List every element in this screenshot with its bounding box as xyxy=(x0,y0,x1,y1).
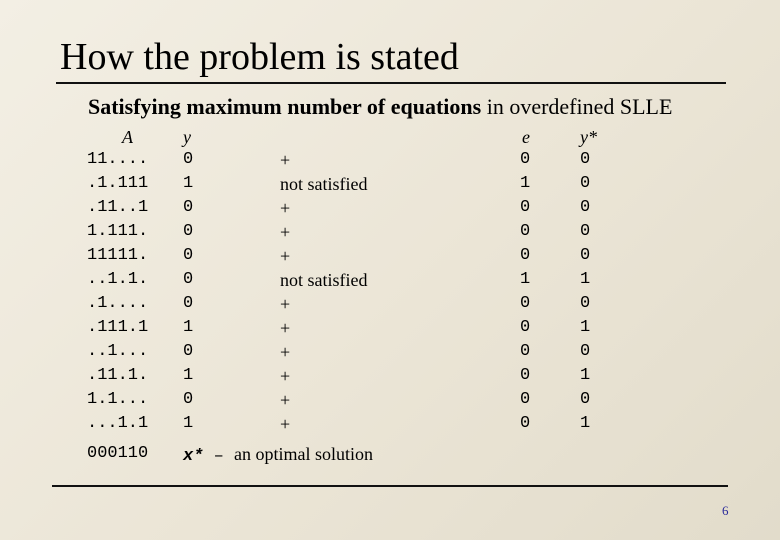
cell-status: + xyxy=(280,198,291,218)
cell-e: 0 xyxy=(520,342,531,361)
cell-status: + xyxy=(280,222,291,242)
cell-y: 1 xyxy=(183,366,194,385)
cell-ystar: 1 xyxy=(580,366,591,385)
table-row xyxy=(0,220,780,244)
cell-A: .1.... xyxy=(87,294,149,313)
cell-status: + xyxy=(280,294,291,314)
table-row xyxy=(0,388,780,412)
bottom-rule xyxy=(52,485,728,487)
page-number: 6 xyxy=(722,503,729,518)
cell-A: 1.1... xyxy=(87,390,149,409)
cell-A: .111.1 xyxy=(87,318,149,337)
cell-ystar: 1 xyxy=(580,270,591,289)
cell-ystar: 0 xyxy=(580,150,591,169)
cell-status: + xyxy=(280,342,291,362)
header-A: A xyxy=(122,127,133,147)
cell-ystar: 0 xyxy=(580,174,591,193)
solution-row xyxy=(0,442,780,466)
cell-A: 1.111. xyxy=(87,222,149,241)
cell-ystar: 0 xyxy=(580,198,591,217)
cell-ystar: 0 xyxy=(580,222,591,241)
table-row xyxy=(0,196,780,220)
solution-text: an optimal solution xyxy=(234,444,374,464)
slide-title: How the problem is stated xyxy=(60,36,459,78)
cell-e: 0 xyxy=(520,390,531,409)
cell-A: ..1... xyxy=(87,342,149,361)
cell-y: 0 xyxy=(183,198,194,217)
cell-e: 1 xyxy=(520,270,531,289)
cell-y: 0 xyxy=(183,150,194,169)
cell-e: 0 xyxy=(520,318,531,337)
subtitle-bold: Satisfying maximum number of equations xyxy=(88,94,482,119)
cell-A: 11.... xyxy=(87,150,149,169)
table-row xyxy=(0,148,780,172)
cell-status: + xyxy=(280,150,291,170)
cell-e: 0 xyxy=(520,246,531,265)
solution-vector: 000110 xyxy=(87,444,149,463)
table-row xyxy=(0,316,780,340)
cell-y: 0 xyxy=(183,342,194,361)
cell-status: + xyxy=(280,366,291,386)
cell-status: + xyxy=(280,390,291,410)
cell-y: 0 xyxy=(183,294,194,313)
cell-ystar: 1 xyxy=(580,318,591,337)
cell-A: .11.1. xyxy=(87,366,149,385)
cell-status: + xyxy=(280,414,291,434)
cell-status: + xyxy=(280,246,291,266)
cell-e: 0 xyxy=(520,222,531,241)
equation-table xyxy=(0,148,780,436)
cell-status: + xyxy=(280,318,291,338)
table-row xyxy=(0,364,780,388)
cell-A: .11..1 xyxy=(87,198,149,217)
cell-e: 1 xyxy=(520,174,531,193)
cell-ystar: 0 xyxy=(580,246,591,265)
cell-y: 1 xyxy=(183,414,194,433)
cell-y: 0 xyxy=(183,246,194,265)
cell-A: 11111. xyxy=(87,246,149,265)
cell-status: not satisfied xyxy=(280,174,368,194)
table-row xyxy=(0,244,780,268)
header-e: e xyxy=(522,127,530,147)
slide-subtitle xyxy=(88,93,672,121)
cell-y: 0 xyxy=(183,390,194,409)
table-row xyxy=(0,172,780,196)
table-row xyxy=(0,412,780,436)
solution-symbol: x* xyxy=(183,447,204,466)
cell-ystar: 1 xyxy=(580,414,591,433)
subtitle-rest: in overdefined SLLE xyxy=(481,94,673,119)
cell-e: 0 xyxy=(520,198,531,217)
cell-A: ...1.1 xyxy=(87,414,149,433)
cell-ystar: 0 xyxy=(580,390,591,409)
cell-y: 0 xyxy=(183,222,194,241)
cell-y: 1 xyxy=(183,318,194,337)
cell-A: ..1.1. xyxy=(87,270,149,289)
cell-y: 1 xyxy=(183,174,194,193)
cell-y: 0 xyxy=(183,270,194,289)
table-row xyxy=(0,292,780,316)
cell-ystar: 0 xyxy=(580,294,591,313)
cell-A: .1.111 xyxy=(87,174,149,193)
cell-e: 0 xyxy=(520,150,531,169)
cell-e: 0 xyxy=(520,294,531,313)
cell-e: 0 xyxy=(520,366,531,385)
cell-status: not satisfied xyxy=(280,270,368,290)
cell-e: 0 xyxy=(520,414,531,433)
table-row xyxy=(0,268,780,292)
table-row xyxy=(0,340,780,364)
title-underline xyxy=(56,82,726,84)
solution-dash: – xyxy=(203,447,235,466)
cell-ystar: 0 xyxy=(580,342,591,361)
solution-label xyxy=(183,442,373,469)
header-y: y xyxy=(183,127,191,147)
header-ystar: y* xyxy=(580,127,597,147)
